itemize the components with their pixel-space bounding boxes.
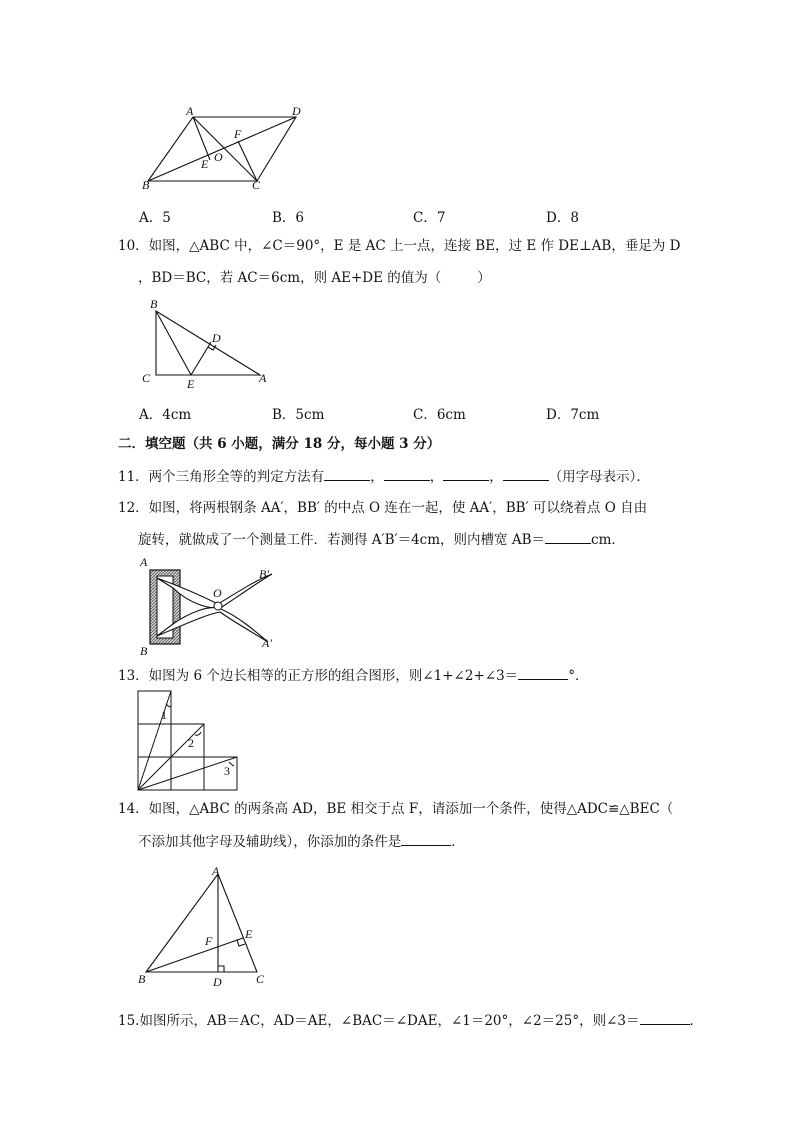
q10-line2-b: ） [477,270,491,286]
q13-label-3: 3 [224,764,230,778]
q12-label-a: A [140,555,148,569]
q12-label-bp: B′ [259,567,269,581]
q9-label-e: E [201,157,209,171]
q14-label-b: B [138,972,146,986]
q10-option-b[interactable]: B．5cm [272,407,325,423]
q14-line2-a: 不添加其他字母及辅助线），你添加的条件是 [138,834,402,850]
q14-label-a: A [212,864,220,878]
q14-blank[interactable] [401,831,451,846]
q14-label-c: C [256,972,265,986]
q14-label-f: F [205,934,213,948]
q12-label-b: B [140,644,148,658]
q10-label-b: B [150,297,158,311]
q12-blank[interactable] [545,529,591,544]
q11-blank-1[interactable] [324,466,370,481]
q11-suffix: （用字母表示）． [548,469,650,485]
q14-text-line1: 14．如图，△ABC 的两条高 AD，BE 相交于点 F，请添加一个条件，使得△ADC≌△BEC（ [118,801,674,817]
q9-option-c[interactable]: C．7 [413,210,446,226]
q9-label-a: A [186,104,194,118]
q10-option-d[interactable]: D．7cm [546,407,600,423]
q12-label-o: O [213,586,222,600]
q11-prefix: 11．两个三角形全等的判定方法有 [118,469,325,485]
q13-blank[interactable] [518,665,568,680]
q9-label-o: O [214,150,223,164]
q12-text-line1: 12．如图，将两根钢条 AA′，BB′ 的中点 O 连在一起，使 AA′，BB′ 可以绕着点 O 自由 [118,500,648,516]
q10-option-c[interactable]: C．6cm [413,407,466,423]
q11-blank-4[interactable] [503,466,549,481]
q14-line2-b: ． [451,834,465,850]
q11-blank-2[interactable] [384,466,430,481]
q10-label-d: D [212,331,221,345]
q12-line2-b: cm． [591,532,625,548]
q9-option-a[interactable]: A．5 [139,210,171,226]
section-title: 二．填空题（共 6 小题，满分 18 分，每小题 3 分） [118,436,441,452]
q9-label-c: C [252,178,261,192]
q9-label-d: D [292,104,301,118]
q15-blank[interactable] [640,1010,690,1025]
q13-text [118,665,588,686]
q10-label-a: A [259,371,267,385]
q10-text-line2 [138,268,491,288]
q10-text-line1: 10．如图，△ABC 中，∠C＝90°，E 是 AC 上一点，连接 BE，过 E 作 DE⊥AB，垂足为 D [118,238,681,254]
q11-blank-3[interactable] [443,466,489,481]
q10-figure [150,305,270,385]
q11-sep: ， [370,469,384,485]
q15-prefix: 15.如图所示，AB＝AC，AD＝AE，∠BAC＝∠DAE，∠1＝20°，∠2＝25°，则∠3＝ [118,1013,640,1029]
q12-line2-a: 旋转，就做成了一个测量工件．若测得 A′B′＝4cm，则内槽宽 AB＝ [138,532,546,548]
q10-line2-a: ，BD＝BC，若 AC＝6cm，则 AE+DE 的值为（ [138,270,442,286]
q12-text-line2 [138,529,625,550]
q13-label-2: 2 [188,736,194,750]
q9-option-b[interactable]: B．6 [272,210,305,226]
q11-sep: ， [429,469,444,485]
q10-label-c: C [142,371,151,385]
q13-suffix: °． [568,668,589,684]
q11-sep: ， [489,469,503,485]
q9-option-d[interactable]: D．8 [546,210,579,226]
q9-label-f: F [234,127,242,141]
q10-option-a[interactable]: A．4cm [139,407,192,423]
q13-label-1: 1 [161,708,167,722]
q13-prefix: 13．如图为 6 个边长相等的正方形的组合图形，则∠1+∠2+∠3＝ [118,668,519,684]
q15-text [118,1010,703,1031]
q14-label-d: D [213,975,222,989]
q14-label-e: E [245,927,253,941]
q14-text-line2 [138,831,465,852]
q14-figure [140,868,275,978]
q11-text [118,466,650,487]
q12-label-ap: A′ [262,636,272,650]
q9-label-b: B [142,178,150,192]
q15-suffix: ． [689,1013,704,1029]
q10-label-e: E [187,377,195,391]
